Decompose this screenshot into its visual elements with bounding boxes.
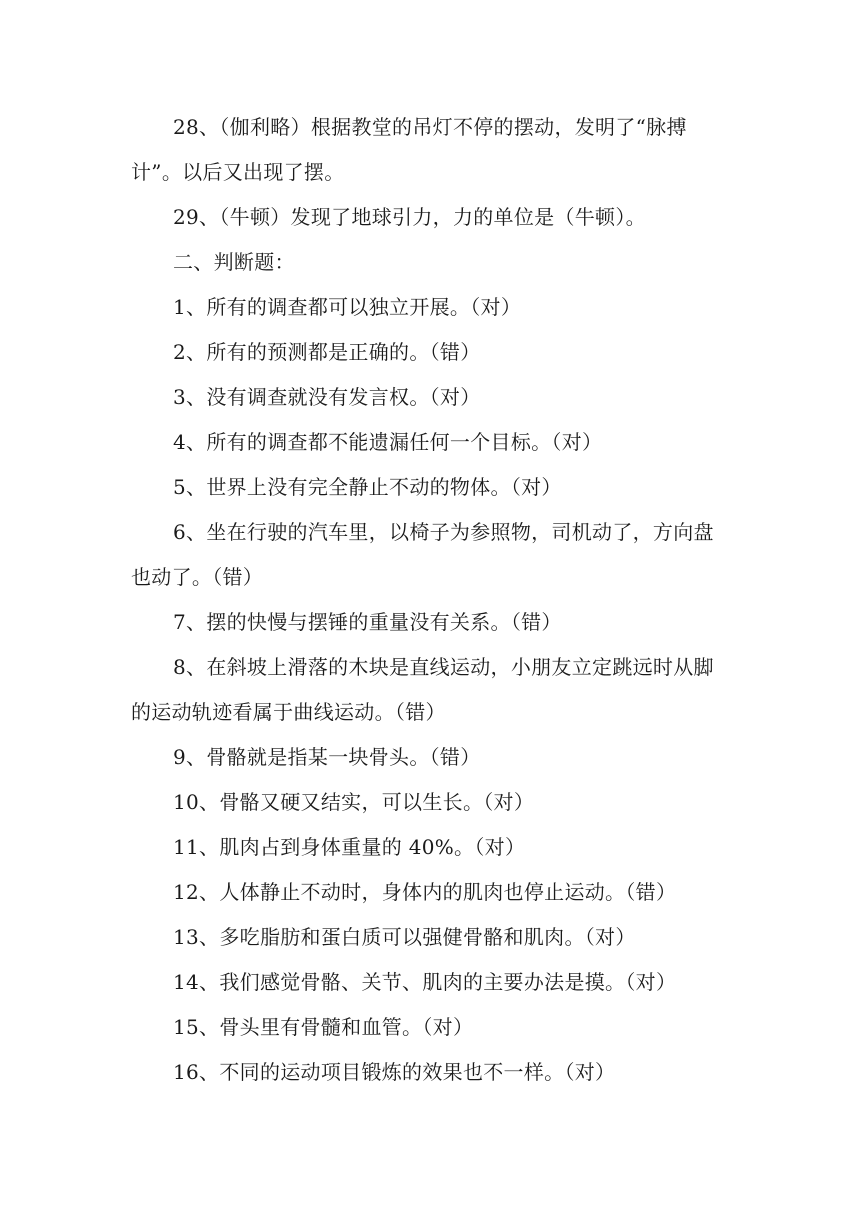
judgment-item-12: 12、人体静止不动时，身体内的肌肉也停止运动。（错） [173,880,677,904]
judgment-item-1: 1、所有的调查都可以独立开展。（对） [173,295,522,319]
judgment-item-5: 5、世界上没有完全静止不动的物体。（对） [173,475,562,499]
judgment-item-8: 8、在斜坡上滑落的木块是直线运动，小朋友立定跳远时从脚的运动轨迹看属于曲线运动。（错） [131,655,714,724]
judgment-item-4: 4、所有的调查都不能遗漏任何一个目标。（对） [173,430,603,454]
judgment-item-15: 15、骨头里有骨髓和血管。（对） [173,1015,474,1039]
judgment-item-3: 3、没有调查就没有发言权。（对） [173,385,481,409]
judgment-item-16: 16、不同的运动项目锻炼的效果也不一样。（对） [173,1060,616,1084]
section-heading-judgment: 二、判断题： [173,250,295,274]
judgment-item-11: 11、肌肉占到身体重量的 40%。（对） [173,835,526,859]
judgment-item-14: 14、我们感觉骨骼、关节、肌肉的主要办法是摸。（对） [173,970,677,994]
paragraph-item-28: 28、（伽利略）根据教堂的吊灯不停的摆动，发明了“脉搏计”。以后又出现了摆。 [131,115,687,184]
judgment-item-6: 6、坐在行驶的汽车里，以椅子为参照物，司机动了，方向盘也动了。（错） [131,520,714,589]
judgment-item-9: 9、骨骼就是指某一块骨头。（错） [173,745,481,769]
judgment-item-2: 2、所有的预测都是正确的。（错） [173,340,481,364]
judgment-item-13: 13、多吃脂肪和蛋白质可以强健骨骼和肌肉。（对） [173,925,636,949]
judgment-item-7: 7、摆的快慢与摆锤的重量没有关系。（错） [173,610,562,634]
paragraph-item-29: 29、（牛顿）发现了地球引力，力的单位是（牛顿）。 [173,205,646,229]
judgment-item-10: 10、骨骼又硬又结实，可以生长。（对） [173,790,535,814]
